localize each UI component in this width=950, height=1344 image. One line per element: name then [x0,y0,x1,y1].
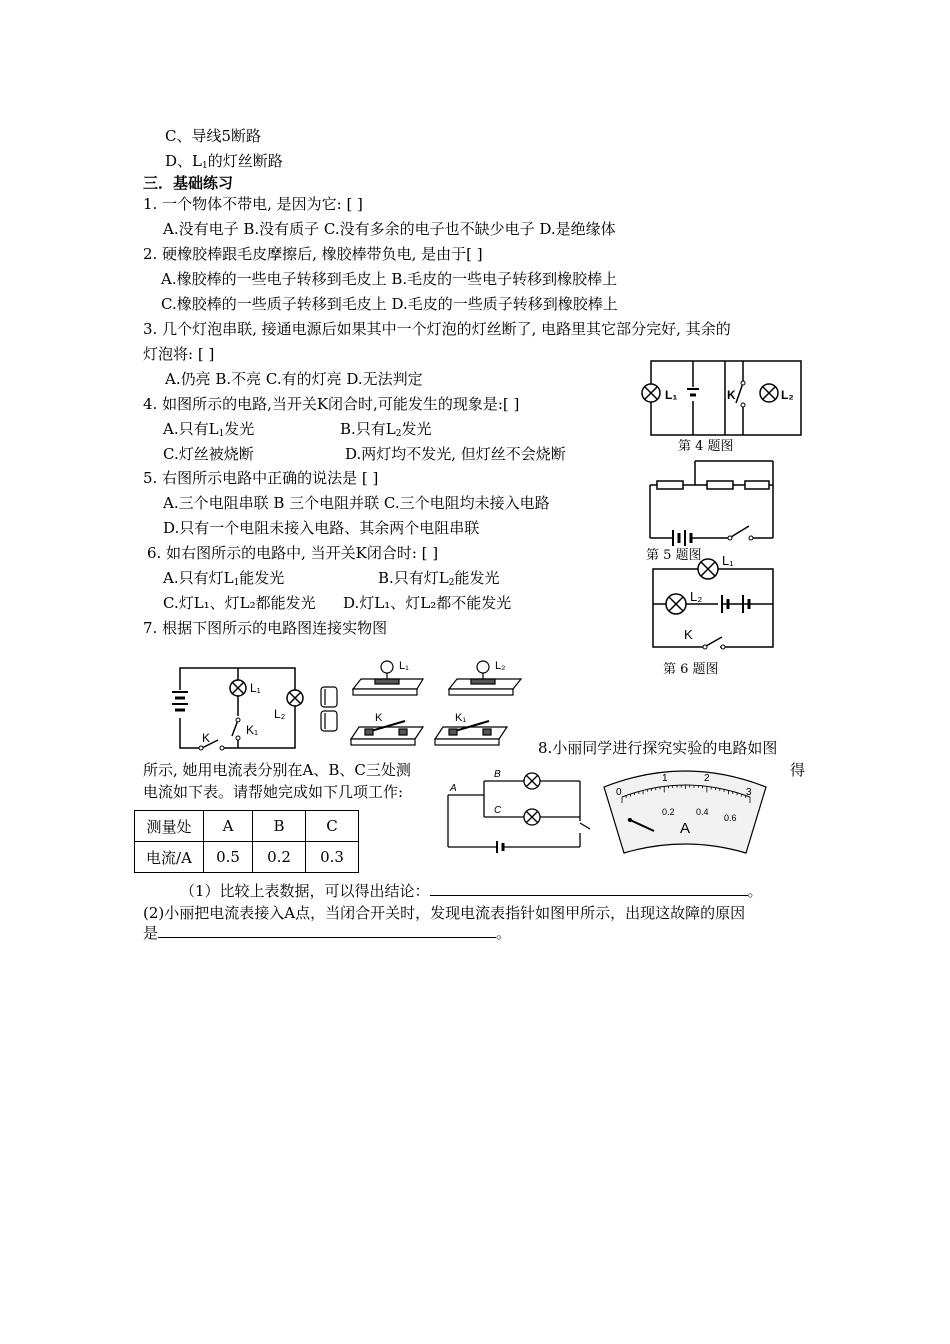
table-cell: A [204,811,253,842]
part-2-cont [143,922,511,944]
part-2: (2)小丽把电流表接入A点，当闭合开关时，发现电流表指针如图甲所示，出现这故障的原因 [143,904,746,922]
question-5-option-d: D.只有一个电阻未接入电路、其余两个电阻串联 [163,519,480,537]
question-2: 2. 硬橡胶棒跟毛皮摩擦后, 橡胶棒带负电, 是由于[ ] [143,245,483,263]
question-8-de: 得 [790,761,806,779]
fig5-caption: 第 5 题图 [646,548,702,563]
text: A.只有L [163,420,219,438]
ammeter-dial [600,765,770,857]
section-heading: 三．基础练习 [143,174,234,192]
fig5-circuit [645,458,785,544]
q7-comp-label-l2: L₂ [495,660,506,672]
q7-components [315,655,535,750]
fig6-circuit [648,555,778,655]
subscript: 2 [395,429,402,439]
question-3-cont: 灯泡将: [ ] [143,345,215,363]
question-1: 1. 一个物体不带电, 是因为它: [ ] [143,195,363,213]
question-1-options: A.没有电子 B.没有质子 C.没有多余的电子也不缺少电子 D.是绝缘体 [163,220,616,238]
text: 能发光 [454,569,500,587]
text: 。 [496,924,512,942]
question-4-option-b [340,418,432,445]
table-cell: 测量处 [135,811,204,842]
question-6-option-d: D.灯L₁、灯L₂都不能发光 [343,594,512,612]
q7-comp-label-k1: K₁ [455,712,467,724]
subscript: 1 [218,429,225,439]
question-5: 5. 右图所示电路中正确的说法是 [ ] [143,469,379,487]
text: B.只有灯L [378,569,449,587]
q7-label-k: K [202,731,211,745]
subscript: 2 [448,578,455,588]
question-8-head: 8.小丽同学进行探究实验的电路如图 [538,739,778,757]
current-table [134,810,359,873]
q8-point-c: C [494,805,502,816]
question-6-option-b [378,567,500,594]
text: 发光 [401,420,432,438]
fig4-label-l1: L₁ [665,388,678,402]
question-5-options-abc: A.三个电阻串联 B 三个电阻并联 C.三个电阻均未接入电路 [163,494,550,512]
table-cell: 电流/A [135,842,204,873]
fig4-label-l2: L₂ [781,388,794,402]
answer-blank[interactable] [430,895,748,896]
fig6-label-k: K [684,627,693,642]
text: （1）比较上表数据，可以得出结论： [180,882,430,900]
subscript: 1 [202,161,208,171]
meter-top-tick: 1 [662,773,668,784]
question-4-option-c: C.灯丝被烧断 [163,445,254,463]
q7-label-l2: L₂ [274,707,286,721]
q8-circuit [440,765,595,857]
text: A.只有灯L [163,569,234,587]
table-cell: 0.5 [204,842,253,873]
meter-bottom-tick: 0.2 [662,807,675,817]
question-3: 3. 几个灯泡串联, 接通电源后如果其中一个灯泡的灯丝断了, 电路里其它部分完好, 其余的 [143,320,731,338]
question-7: 7. 根据下图所示的电路图连接实物图 [143,619,388,637]
meter-needle-tip [628,818,632,822]
meter-unit: A [680,820,691,837]
q8-point-a: A [450,783,457,794]
q7-comp-label-l1: L₁ [399,660,409,672]
table-cell: C [306,811,359,842]
q7-comp-label-k: K [375,712,383,724]
q8-point-b: B [494,769,501,780]
answer-blank[interactable] [158,937,496,938]
text: B.只有L [340,420,396,438]
text: 发光 [224,420,255,438]
subscript: 1 [233,578,240,588]
question-4-option-a [163,418,254,445]
fig6-caption: 第 6 题图 [663,662,719,677]
question-6-option-a [163,567,284,594]
q7-label-k1: K₁ [246,723,259,737]
q7-label-l1: L₁ [250,681,261,695]
question-2-options-ab: A.橡胶棒的一些电子转移到毛皮上 B.毛皮的一些电子转移到橡胶棒上 [161,270,618,288]
option-c-line: C、导线5断路 [165,127,262,145]
question-8-line-3: 电流如下表。请帮她完成如下几项工作: [143,783,404,801]
meter-top-tick: 2 [704,773,710,784]
meter-top-tick: 3 [746,787,752,798]
fig6-label-l1: L₁ [722,553,734,568]
table-row [135,811,359,842]
text: 。 [747,882,763,900]
part-1 [180,880,763,902]
text: 能发光 [239,569,285,587]
question-4: 4. 如图所示的电路,当开关K闭合时,可能发生的现象是:[ ] [143,395,520,413]
question-6: 6. 如右图所示的电路中, 当开关K闭合时: [ ] [147,544,439,562]
question-3-options: A.仍亮 B.不亮 C.有的灯亮 D.无法判定 [165,370,423,388]
table-cell: 0.2 [253,842,306,873]
table-row [135,842,359,873]
fig6-label-l2: L₂ [690,589,703,604]
meter-bottom-tick: 0.6 [724,813,737,823]
table-cell: B [253,811,306,842]
meter-bottom-tick: 0.4 [696,807,709,817]
text: 的灯丝断路 [207,152,283,170]
text: D、L [165,152,202,170]
question-8-line-2: 所示, 她用电流表分别在A、B、C三处测 [143,761,411,779]
question-4-option-d: D.两灯均不发光, 但灯丝不会烧断 [345,445,566,463]
text: 是 [143,924,159,942]
question-2-options-cd: C.橡胶棒的一些质子转移到毛皮上 D.毛皮的一些质子转移到橡胶棒上 [161,295,618,313]
question-6-option-c: C.灯L₁、灯L₂都能发光 [163,594,316,612]
fig4-caption: 第 4 题图 [678,439,734,454]
table-cell: 0.3 [306,842,359,873]
meter-top-tick: 0 [616,787,622,798]
q7-circuit [170,660,315,755]
fig4-circuit [635,355,815,445]
ammeter-face [604,771,766,853]
fig4-label-k: K [727,388,736,402]
